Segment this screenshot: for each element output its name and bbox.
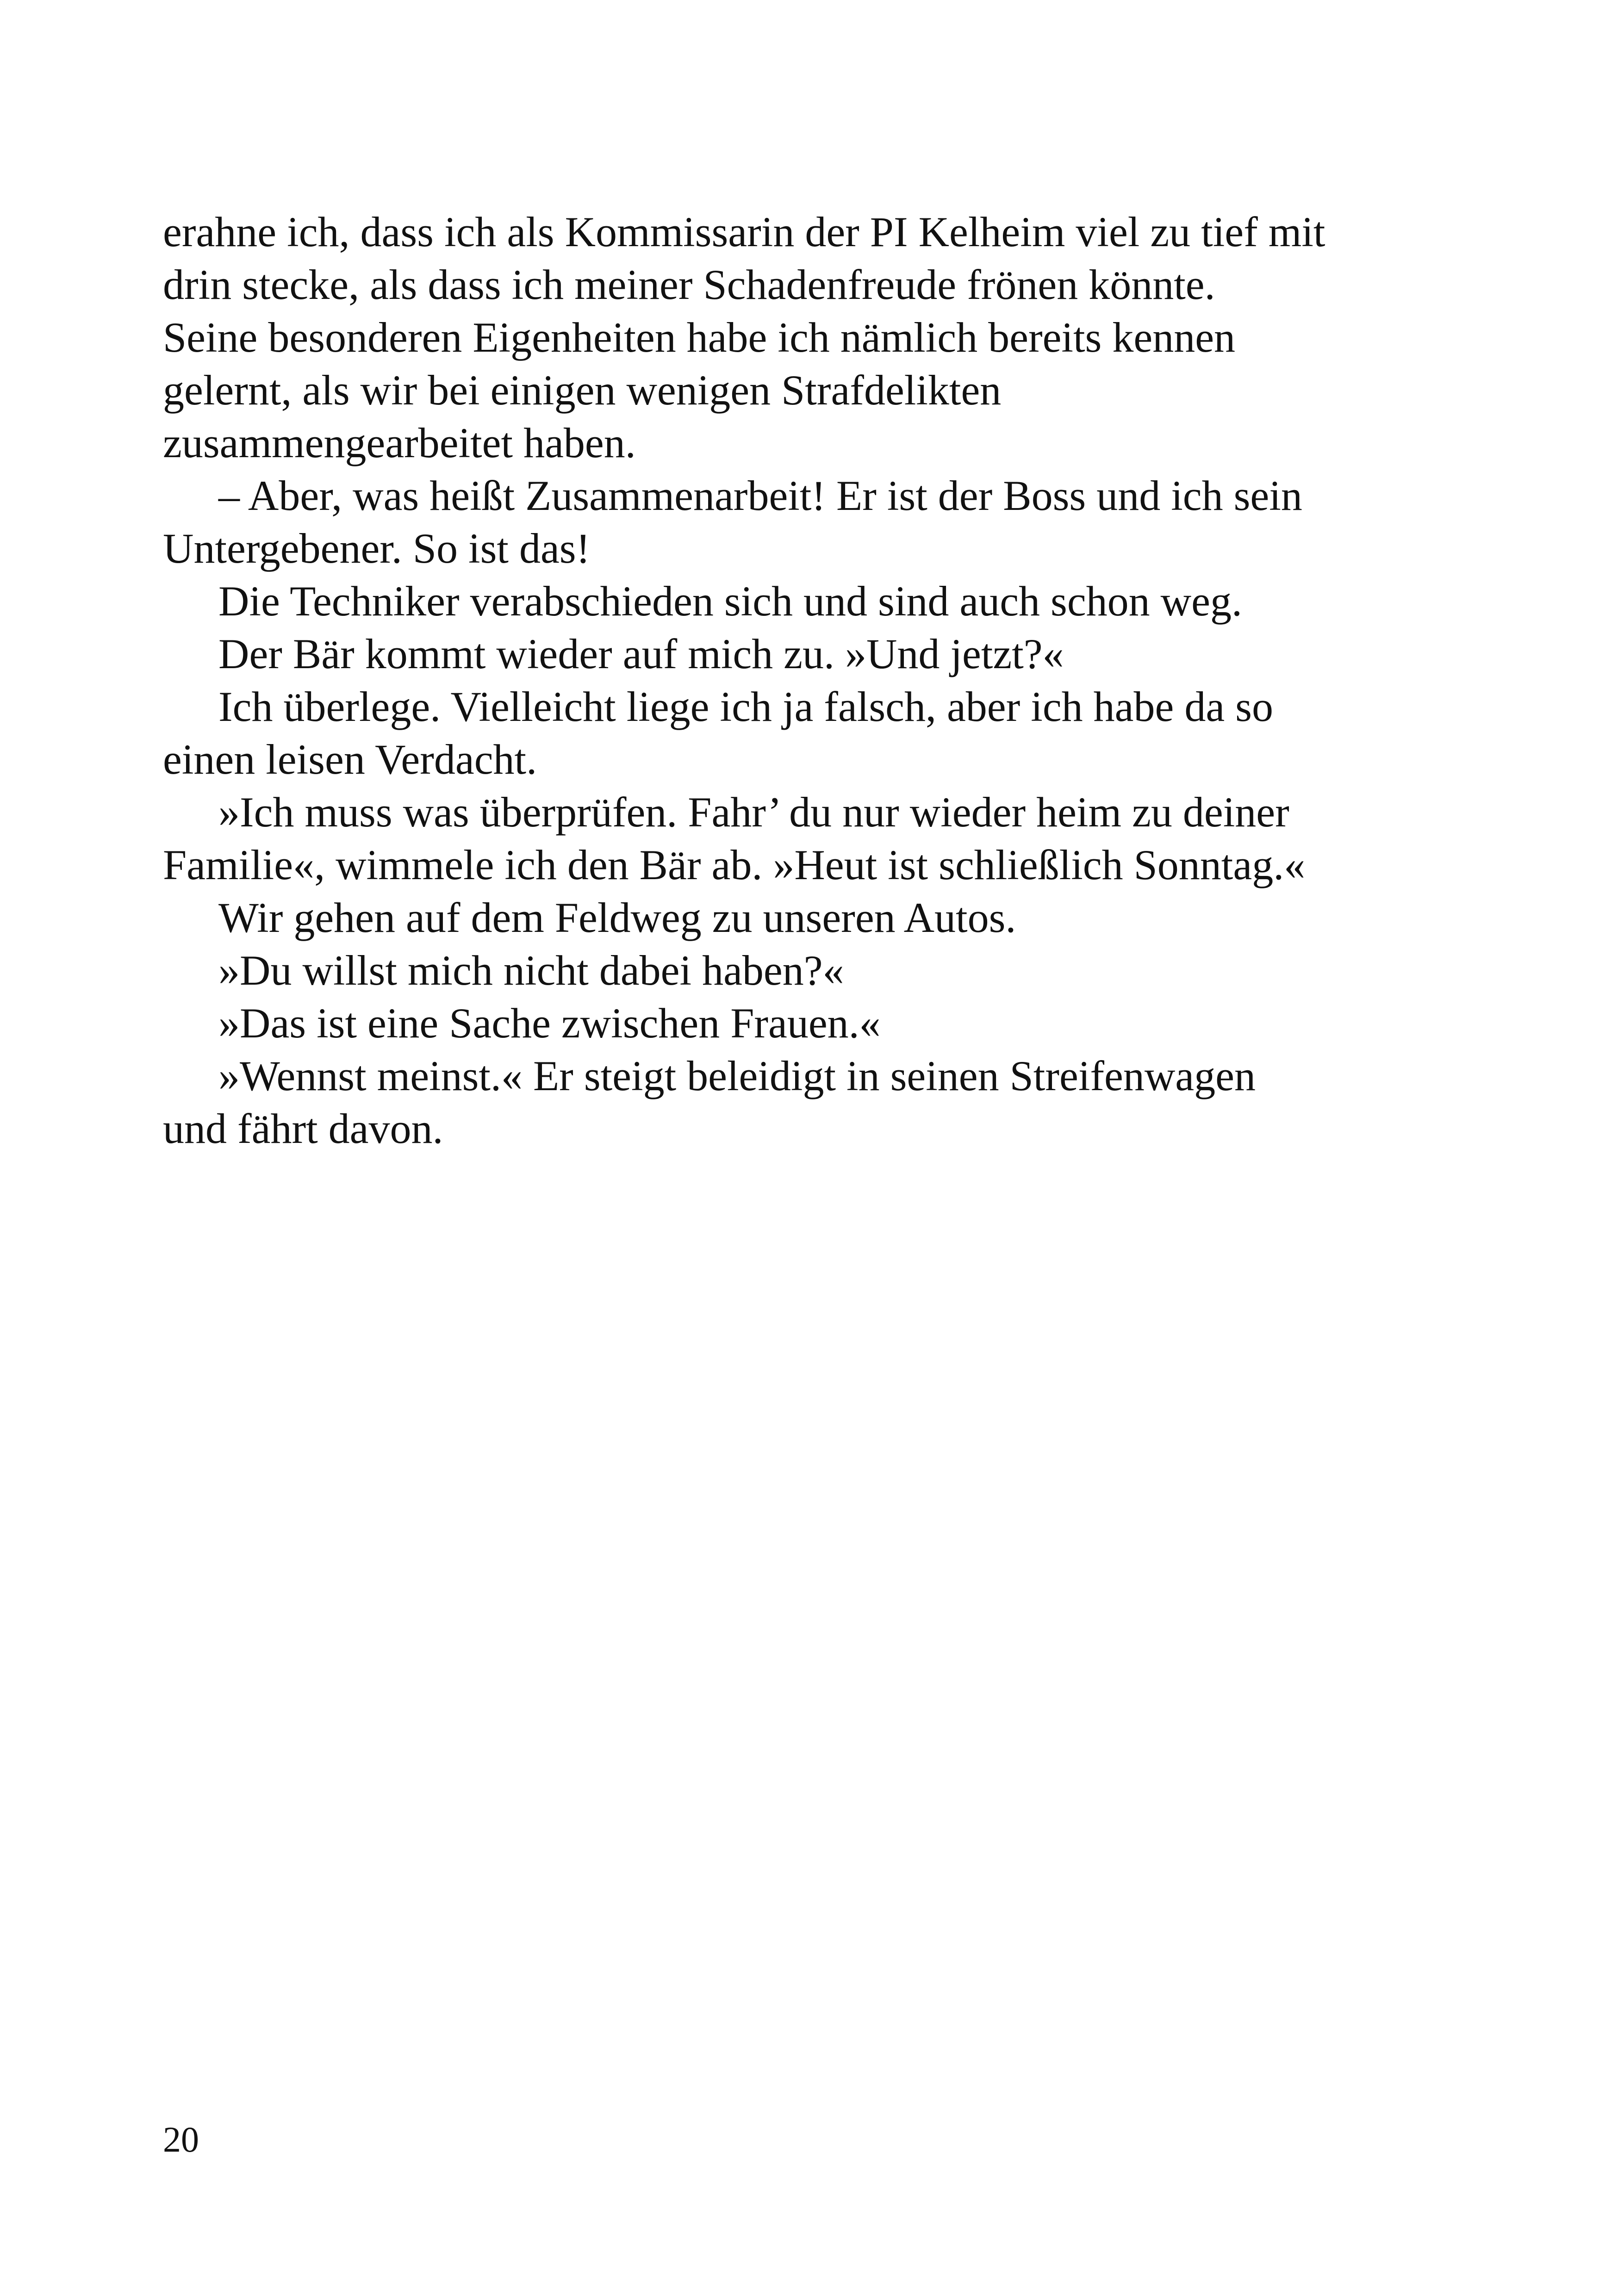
text-line: Der Bär kommt wieder auf mich zu. »Und jetzt?« [218, 630, 1064, 677]
text-line: »Ich muss was überprüfen. Fahr’ du nur wieder heim zu deiner [218, 788, 1289, 836]
text-line: Familie«, wimmele ich den Bär ab. »Heut ist schließlich Sonntag.« [163, 841, 1306, 888]
text-line: Die Techniker verabschieden sich und sind auch schon weg. [218, 577, 1242, 625]
text-line: drin stecke, als dass ich meiner Schadenfreude frönen könnte. [163, 261, 1215, 308]
text-line: gelernt, als wir bei einigen wenigen Strafdelikten [163, 366, 1002, 414]
text-line: zusammengearbeitet haben. [163, 419, 636, 466]
body-text [163, 205, 1459, 1155]
page-number: 20 [163, 2119, 199, 2159]
text-line: »Du willst mich nicht dabei haben?« [218, 947, 844, 994]
text-line: erahne ich, dass ich als Kommissarin der PI Kelheim viel zu tief mit [163, 208, 1326, 255]
text-line: und fährt davon. [163, 1105, 443, 1152]
text-line: – Aber, was heißt Zusammenarbeit! Er ist der Boss und ich sein [218, 472, 1302, 519]
text-line: Seine besonderen Eigenheiten habe ich nämlich bereits kennen [163, 314, 1236, 361]
text-line: Ich überlege. Vielleicht liege ich ja falsch, aber ich habe da so [218, 683, 1273, 730]
text-line: »Das ist eine Sache zwischen Frauen.« [218, 999, 881, 1047]
text-line: Wir gehen auf dem Feldweg zu unseren Autos. [218, 894, 1016, 941]
text-line: einen leisen Verdacht. [163, 736, 537, 783]
text-line: Untergebener. So ist das! [163, 525, 591, 572]
text-line: »Wennst meinst.« Er steigt beleidigt in seinen Streifenwagen [218, 1052, 1256, 1099]
